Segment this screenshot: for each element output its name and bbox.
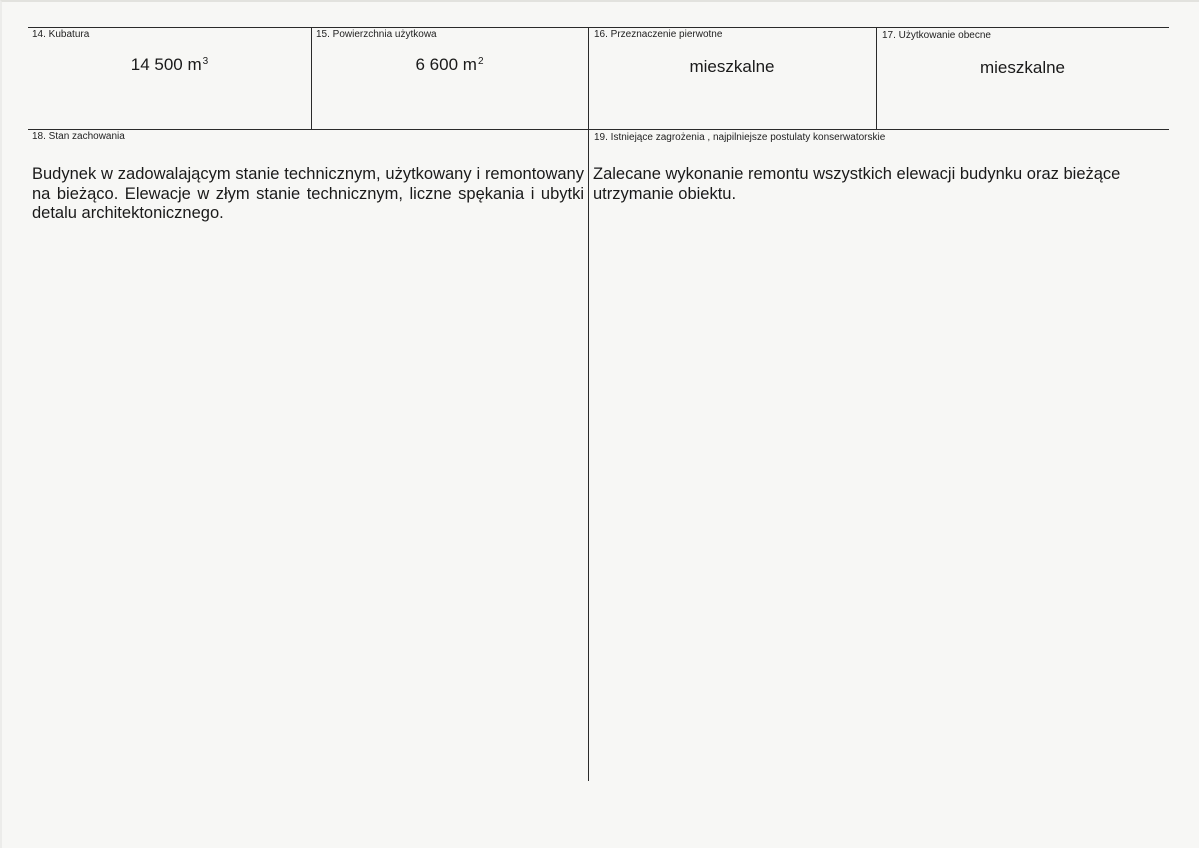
powierzchnia-number: 6 600 m <box>415 55 477 74</box>
field-uzytkowanie-value: mieszkalne <box>979 58 1066 77</box>
column-divider-3 <box>876 27 877 129</box>
column-divider-2 <box>588 27 589 781</box>
row-divider-line <box>28 129 1169 130</box>
kubatura-exponent: 3 <box>202 56 209 67</box>
field-zagrozenia-text: Zalecane wykonanie remontu wszystkich elewacji budynku oraz bieżące utrzymanie obiektu. <box>593 165 1121 203</box>
field-stan-label: 18. Stan zachowania <box>32 131 125 142</box>
top-border-line <box>28 27 1169 28</box>
field-powierzchnia-label: 15. Powierzchnia użytkowa <box>316 29 437 40</box>
field-przeznaczenie-value: mieszkalne <box>689 57 775 76</box>
field-przeznaczenie-label: 16. Przeznaczenie pierwotne <box>594 29 723 40</box>
powierzchnia-exponent: 2 <box>477 56 484 67</box>
field-kubatura-label: 14. Kubatura <box>32 29 90 40</box>
field-kubatura-value <box>28 55 311 75</box>
kubatura-number: 14 500 m <box>130 55 202 74</box>
column-divider-1 <box>311 27 312 129</box>
field-stan-text: Budynek w zadowalającym stanie technicznym, użytkowany i remontowany na bieżąco. Elewacje w złym stanie technicznym, liczne spękania i ubytki detalu architektonicznego. <box>32 165 584 222</box>
field-powierzchnia-value <box>311 55 588 75</box>
field-uzytkowanie-label: 17. Użytkowanie obecne <box>882 30 991 41</box>
field-zagrozenia-label: 19. Istniejące zagrożenia , najpilniejsze postulaty konserwatorskie <box>594 132 886 143</box>
